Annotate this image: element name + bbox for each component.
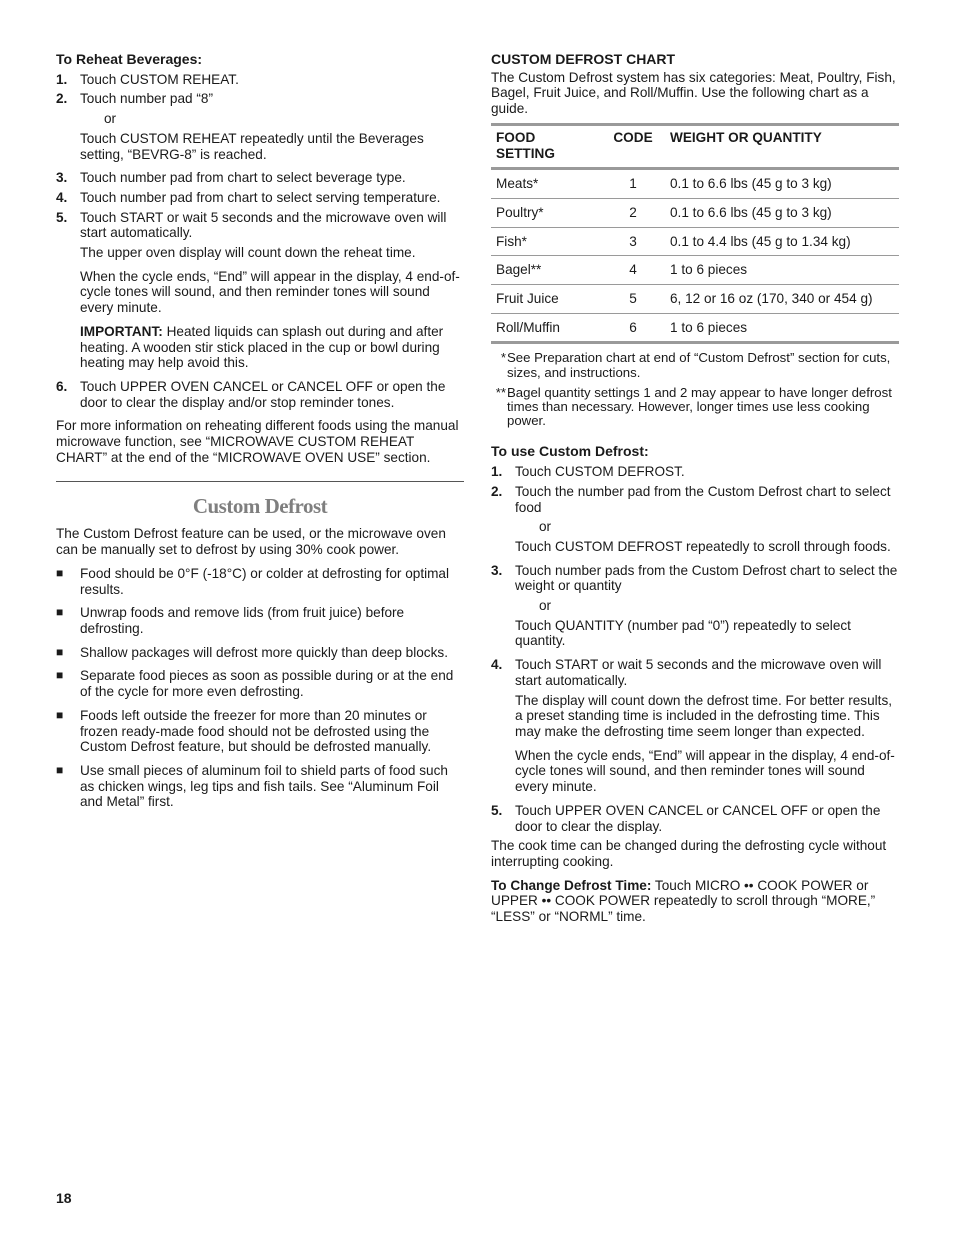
defrost-step-3-alternative: Touch QUANTITY (number pad “0”) repeatedly to select quantity. [515,617,851,649]
defrost-chart-heading: CUSTOM DEFROST CHART [491,51,676,67]
reheat-step-5 [56,210,464,241]
cell-weight: 1 to 6 pieces [665,256,899,285]
or-separator: or [539,519,552,535]
important-note [80,324,464,371]
or-separator: or [104,111,117,127]
defrost-step-2 [491,484,899,515]
cell-weight: 0.1 to 4.4 lbs (45 g to 1.34 kg) [665,227,899,256]
use-custom-defrost-heading: To use Custom Defrost: [491,443,649,460]
reheat-step-5-cycle-end: When the cycle ends, “End” will appear in the display, 4 end-of-cycle tones will sound, and then reminder tones will sound every minute. [80,268,460,316]
footnote-mark: * [500,350,506,366]
footnote-text: Bagel quantity settings 1 and 2 may appear to have longer defrost times than necessary. However, longer times use less cooking power. [507,384,892,429]
reheat-step-6 [56,379,464,410]
defrost-step-4 [491,657,899,688]
step-number: 6. [56,378,68,394]
change-defrost-text: Touch MICRO •• COOK POWER or UPPER •• COOK POWER repeatedly to scroll through “MORE,” “LESS” or “NORML” time. [491,877,876,925]
defrost-step-4-cycle-end: When the cycle ends, “End” will appear in the display, 4 end-of-cycle tones will sound, and then reminder tones will sound every minute. [515,747,895,795]
table-row [491,285,899,314]
step-text: Touch number pads from the Custom Defrost chart to select the weight or quantity [515,562,898,594]
list-item [56,708,464,755]
or-separator: or [539,598,552,614]
square-bullet-icon: ■ [56,668,64,683]
defrost-chart-intro: The Custom Defrost system has six categories: Meat, Poultry, Fish, Bagel, Fruit Juice, and Roll/Muffin. Use the following chart as a guide. [491,69,896,117]
reheat-step-4 [56,190,464,206]
list-item [56,605,464,636]
list-item [56,668,464,699]
reheat-step-3 [56,170,464,186]
list-item [56,566,464,597]
step-number: 2. [56,91,68,107]
right-column [491,52,899,925]
footnote-mark: ** [495,384,506,400]
cell-code: 2 [601,198,665,227]
square-bullet-icon: ■ [56,762,64,777]
column-header-food-setting: FOOD SETTING [491,124,601,168]
cell-food: Meats* [491,169,601,199]
step-number: 5. [491,802,503,818]
reheat-step-2-alternative: Touch CUSTOM REHEAT repeatedly until the Beverages setting, “BEVRG-8” is reached. [80,130,424,162]
step-number: 4. [491,657,503,673]
cell-code: 3 [601,227,665,256]
footnote-single [491,351,899,379]
step-text: Touch START or wait 5 seconds and the microwave oven will start automatically. [515,657,882,688]
step-number: 5. [56,209,68,225]
bullet-text: Shallow packages will defrost more quickly than deep blocks. [80,644,448,660]
step-text: Touch number pad from chart to select serving temperature. [80,189,441,205]
bullet-text: Foods left outside the freezer for more than 20 minutes or frozen ready-made food should not be defrosted using the Custom Defrost feature, but should be defrosted manually. [80,707,432,755]
step-number: 3. [56,170,68,186]
cook-time-paragraph: The cook time can be changed during the defrosting cycle without interrupting cooking. [491,838,887,869]
page-number: 18 [56,1190,72,1206]
footnote-text: See Preparation chart at end of “Custom Defrost” section for cuts, sizes, and instructions. [507,350,891,380]
defrost-step-5 [491,803,899,834]
square-bullet-icon: ■ [56,644,64,659]
step-text: Touch number pad from chart to select beverage type. [80,170,406,186]
step-text: Touch UPPER OVEN CANCEL or CANCEL OFF or open the door to clear the display and/or stop reminder tones. [80,378,446,410]
square-bullet-icon: ■ [56,707,64,722]
reheat-step-1 [56,72,464,88]
step-number: 1. [491,464,503,480]
cell-food: Fish* [491,227,601,256]
bullet-text: Unwrap foods and remove lids (from fruit juice) before defrosting. [80,605,405,636]
step-number: 4. [56,189,68,205]
change-defrost-label: To Change Defrost Time: [491,877,652,893]
table-row [491,227,899,256]
defrost-step-2-alternative: Touch CUSTOM DEFROST repeatedly to scroll through foods. [515,538,891,554]
defrost-step-1 [491,464,899,480]
table-row [491,256,899,285]
step-text: Touch CUSTOM REHEAT. [80,71,239,87]
reheat-beverages-heading: To Reheat Beverages: [56,51,203,67]
cell-weight: 1 to 6 pieces [665,313,899,343]
bullet-text: Separate food pieces as soon as possible during or at the end of the cycle for more even defrosting. [80,668,454,700]
cell-food: Roll/Muffin [491,313,601,343]
cell-code: 5 [601,285,665,314]
table-row [491,313,899,343]
cell-weight: 0.1 to 6.6 lbs (45 g to 3 kg) [665,198,899,227]
step-text: Touch the number pad from the Custom Defrost chart to select food [515,483,891,515]
square-bullet-icon: ■ [56,605,64,620]
step-text: Touch CUSTOM DEFROST. [515,464,685,480]
important-text: Heated liquids can splash out during and after heating. A wooden stir stick placed in the cup or bowl during heating may help avoid this. [80,323,444,371]
list-item [56,645,464,661]
table-header-row [491,124,899,168]
custom-defrost-intro: The Custom Defrost feature can be used, or the microwave oven can be manually set to defrost by using 30% cook power. [56,526,446,558]
defrost-step-3 [491,563,899,594]
step-number: 3. [491,562,503,578]
cell-food: Poultry* [491,198,601,227]
section-divider [56,481,464,482]
cell-code: 6 [601,313,665,343]
step-text: Touch START or wait 5 seconds and the microwave oven will start automatically. [80,209,447,241]
column-header-code: CODE [601,124,665,168]
more-info-paragraph: For more information on reheating different foods using the manual microwave function, see “MICROWAVE CUSTOM REHEAT CHART” at the end of the “MICROWAVE OVEN USE” section. [56,418,459,465]
step-number: 2. [491,483,503,499]
defrost-chart-table [491,123,899,345]
cell-code: 1 [601,169,665,199]
column-header-weight: WEIGHT OR QUANTITY [665,124,899,168]
list-item [56,763,464,810]
bullet-text: Use small pieces of aluminum foil to shield parts of food such as chicken wings, leg tips and fish tails. See “Aluminum Foil and Metal” first. [80,762,448,810]
change-defrost-time-paragraph [491,878,899,925]
bullet-text: Food should be 0°F (-18°C) or colder at defrosting for optimal results. [80,565,450,597]
section-title: Custom Defrost [192,494,328,519]
step-text: Touch number pad “8” [80,91,213,107]
cell-code: 4 [601,256,665,285]
step-text: Touch UPPER OVEN CANCEL or CANCEL OFF or open the door to clear the display. [515,802,881,834]
cell-weight: 0.1 to 6.6 lbs (45 g to 3 kg) [665,169,899,199]
table-row [491,169,899,199]
cell-food: Fruit Juice [491,285,601,314]
left-column [56,52,464,810]
defrost-step-4-countdown: The display will count down the defrost time. For better results, a preset standing time is included in the defrosting time. This may make the defrosting time seem longer than expected. [515,692,893,739]
step-number: 1. [56,71,68,87]
cell-weight: 6, 12 or 16 oz (170, 340 or 454 g) [665,285,899,314]
reheat-step-5-countdown: The upper oven display will count down the reheat time. [80,245,416,261]
important-label: IMPORTANT: [80,323,163,339]
reheat-step-2 [56,91,464,107]
footnote-double [491,386,899,429]
square-bullet-icon: ■ [56,565,64,580]
table-row [491,198,899,227]
cell-food: Bagel** [491,256,601,285]
